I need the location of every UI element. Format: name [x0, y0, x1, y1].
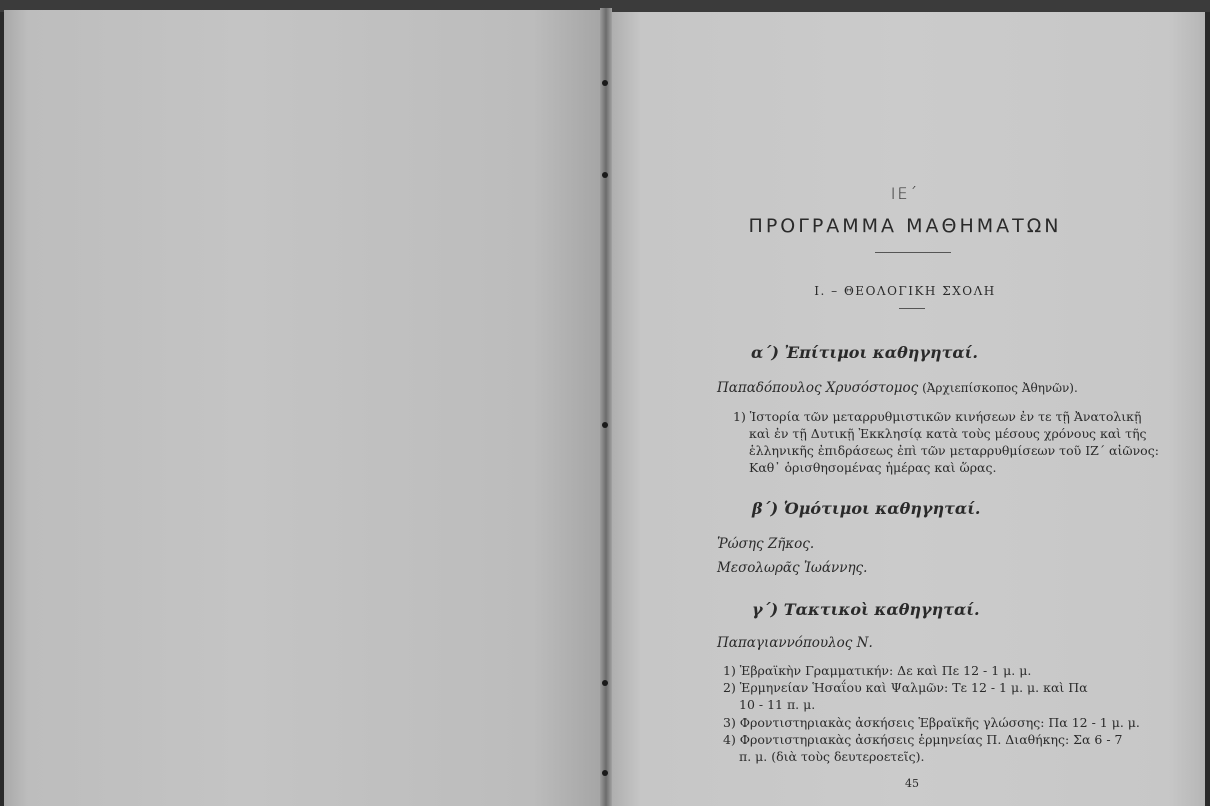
school-divider	[899, 308, 925, 309]
course-line: 1) Ἱστορία τῶν μεταρρυθμιστικῶν κινήσεων ἐν τε τῇ Ἀνατολικῇ	[733, 409, 1142, 424]
page-number: 45	[905, 777, 919, 790]
section-heading-emeritus: α΄) Ἐπίτιμοι καθηγηταί.	[751, 343, 978, 362]
binding-stitch	[602, 422, 608, 428]
course-line: ἑλληνικῆς ἐπιδράσεως ἐπὶ τῶν μεταρρυθμίσεων τοῦ ΙΖ΄ αἰῶνος:	[749, 443, 1159, 458]
course-line: 4) Φροντιστηριακὰς ἀσκήσεις ἑρμηνείας Π. Διαθήκης: Σα 6 - 7	[723, 732, 1123, 747]
page-title: ΠΡΟΓΡΑΜΜΑ ΜΑΘΗΜΑΤΩΝ	[748, 215, 1062, 237]
regular-professor-name: Παπαγιαννόπουλος Ν.	[717, 635, 873, 651]
right-page	[605, 12, 1205, 806]
binding-stitch	[602, 80, 608, 86]
course-line: 3) Φροντιστηριακὰς ἀσκήσεις Ἑβραϊκῆς γλώσσης: Πα 12 - 1 μ. μ.	[723, 715, 1140, 730]
course-line: 10 - 11 π. μ.	[739, 697, 816, 712]
book-gutter	[600, 8, 612, 806]
person-name: Παπαδόπουλος Χρυσόστομος	[717, 380, 919, 396]
title-divider	[875, 252, 951, 253]
emeritus-professor-line	[717, 380, 1078, 396]
section-heading-associate: β΄) Ὁμότιμοι καθηγηταί.	[752, 499, 981, 518]
course-line: 1) Ἑβραϊκὴν Γραμματικήν: Δε καὶ Πε 12 - 1 μ. μ.	[723, 663, 1032, 678]
binding-stitch	[602, 680, 608, 686]
associate-professor-name: Ῥώσης Ζῆκος.	[717, 536, 815, 552]
chapter-number: ΙΕ΄	[890, 184, 920, 203]
school-title: I. – ΘΕΟΛΟΓΙΚΗ ΣΧΟΛΗ	[814, 284, 996, 298]
course-line: Καθ᾽ ὁρισθησομένας ἡμέρας καὶ ὥρας.	[749, 460, 997, 475]
course-line: 2) Ἑρμηνείαν Ἡσαΐου καὶ Ψαλμῶν: Τε 12 - 1 μ. μ. καὶ Πα	[723, 680, 1088, 695]
course-line: καὶ ἐν τῇ Δυτικῇ Ἐκκλησίᾳ κατὰ τοὺς μέσους χρόνους καὶ τῆς	[749, 426, 1147, 441]
associate-professor-name: Μεσολωρᾶς Ἰωάννης.	[717, 560, 868, 576]
binding-stitch	[602, 172, 608, 178]
course-line: π. μ. (διὰ τοὺς δευτεροετεῖς).	[739, 749, 925, 764]
left-page-blank	[4, 10, 605, 806]
section-heading-regular: γ΄) Τακτικοὶ καθηγηταί.	[752, 600, 980, 619]
binding-stitch	[602, 770, 608, 776]
page-content	[605, 12, 1205, 806]
person-note: (Ἀρχιεπίσκοπος Ἀθηνῶν).	[918, 381, 1078, 395]
